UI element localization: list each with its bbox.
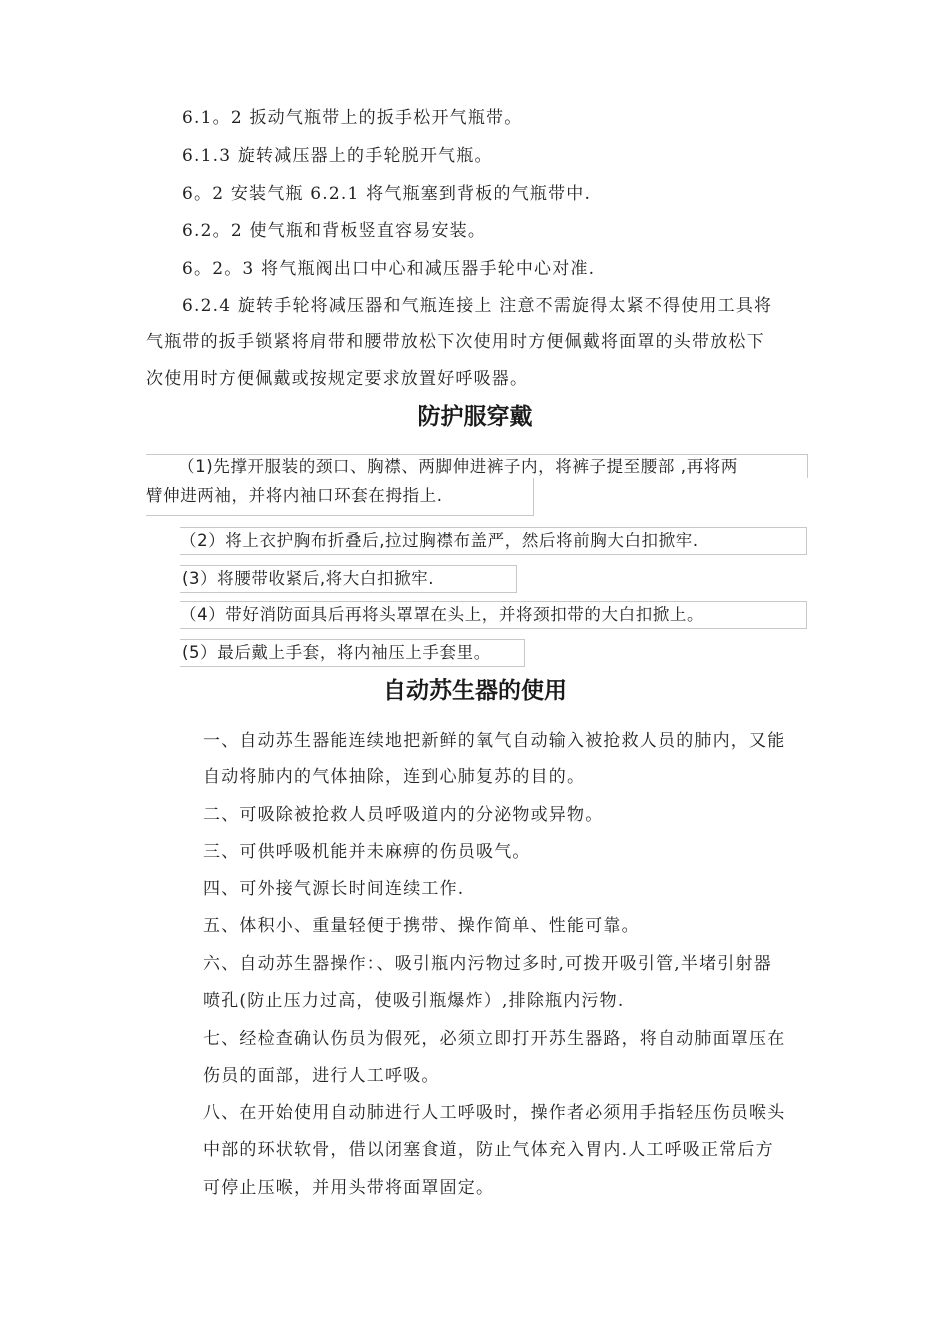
paragraph-line: 自动将肺内的气体抽除，连到心肺复苏的目的。 (203, 767, 586, 787)
step-line: 6.2。2 使气瓶和背板竖直容易安装。 (182, 221, 487, 241)
paragraph-line: 三、可供呼吸机能并未麻痹的伤员吸气。 (203, 842, 531, 862)
paragraph-line: 可停止压喉，并用头带将面罩固定。 (203, 1178, 495, 1198)
paragraph-line: 六、自动苏生器操作：、吸引瓶内污物过多时,可拨开吸引管,半堵引射器 (203, 954, 772, 974)
suit-step-1-line-2: 臂伸进两袖，并将内袖口环套在拇指上. (146, 486, 443, 505)
suit-step-4-text: （4）带好消防面具后再将头罩罩在头上，并将颈扣带的大白扣掀上。 (180, 605, 705, 624)
step-line: 6.1。2 扳动气瓶带上的扳手松开气瓶带。 (182, 108, 523, 128)
paragraph-line: 八、在开始使用自动肺进行人工呼吸时，操作者必须用手指轻压伤员喉头 (203, 1103, 786, 1123)
paragraph-line: 四、可外接气源长时间连续工作. (203, 879, 465, 899)
step-line: 次使用时方便佩戴或按规定要求放置好呼吸器。 (146, 369, 529, 389)
step-line: 6。2。3 将气瓶阀出口中心和减压器手轮中心对准. (182, 259, 596, 279)
suit-step-2 (180, 527, 807, 555)
step-line: 6.1.3 旋转减压器上的手轮脱开气瓶。 (182, 146, 493, 166)
suit-step-5 (180, 639, 525, 667)
suit-step-1-cont (146, 478, 534, 516)
paragraph-line: 五、体积小、重量轻便于携带、操作简单、性能可靠。 (203, 916, 640, 936)
paragraph-line: 中部的环状软骨，借以闭塞食道，防止气体充入胃内.人工呼吸正常后方 (203, 1140, 774, 1160)
paragraph-line: 喷孔(防止压力过高，使吸引瓶爆炸）,排除瓶内污物. (203, 991, 625, 1011)
suit-step-1-line-1: （1)先撑开服装的颈口、胸襟、两脚伸进裤子内，将裤子提至腰部 ,再将两 (178, 457, 738, 476)
suit-step-3 (180, 565, 517, 593)
suit-step-2-text: （2）将上衣护胸布折叠后,拉过胸襟布盖严，然后将前胸大白扣掀牢. (180, 531, 699, 550)
suit-step-4 (180, 601, 807, 629)
suit-step-3-text: (3）将腰带收紧后,将大白扣掀牢. (182, 569, 435, 588)
step-line: 6。2 安装气瓶 6.2.1 将气瓶塞到背板的气瓶带中. (182, 184, 592, 204)
suit-step-1 (146, 454, 808, 478)
paragraph-line: 一、自动苏生器能连续地把新鲜的氧气自动输入被抢救人员的肺内，又能 (203, 731, 786, 751)
step-line: 气瓶带的扳手锁紧将肩带和腰带放松下次使用时方便佩戴将面罩的头带放松下 (146, 332, 765, 352)
section-title-protective-suit: 防护服穿戴 (417, 404, 533, 430)
paragraph-line: 伤员的面部，进行人工呼吸。 (203, 1066, 440, 1086)
paragraph-line: 二、可吸除被抢救人员呼吸道内的分泌物或异物。 (203, 805, 604, 825)
step-line: 6.2.4 旋转手轮将减压器和气瓶连接上 注意不需旋得太紧不得使用工具将 (182, 296, 773, 316)
paragraph-line: 七、经检查确认伤员为假死，必须立即打开苏生器路，将自动肺面罩压在 (203, 1029, 786, 1049)
suit-step-5-text: (5）最后戴上手套，将内袖压上手套里。 (182, 643, 491, 662)
section-title-auto-resuscitator: 自动苏生器的使用 (383, 678, 567, 704)
